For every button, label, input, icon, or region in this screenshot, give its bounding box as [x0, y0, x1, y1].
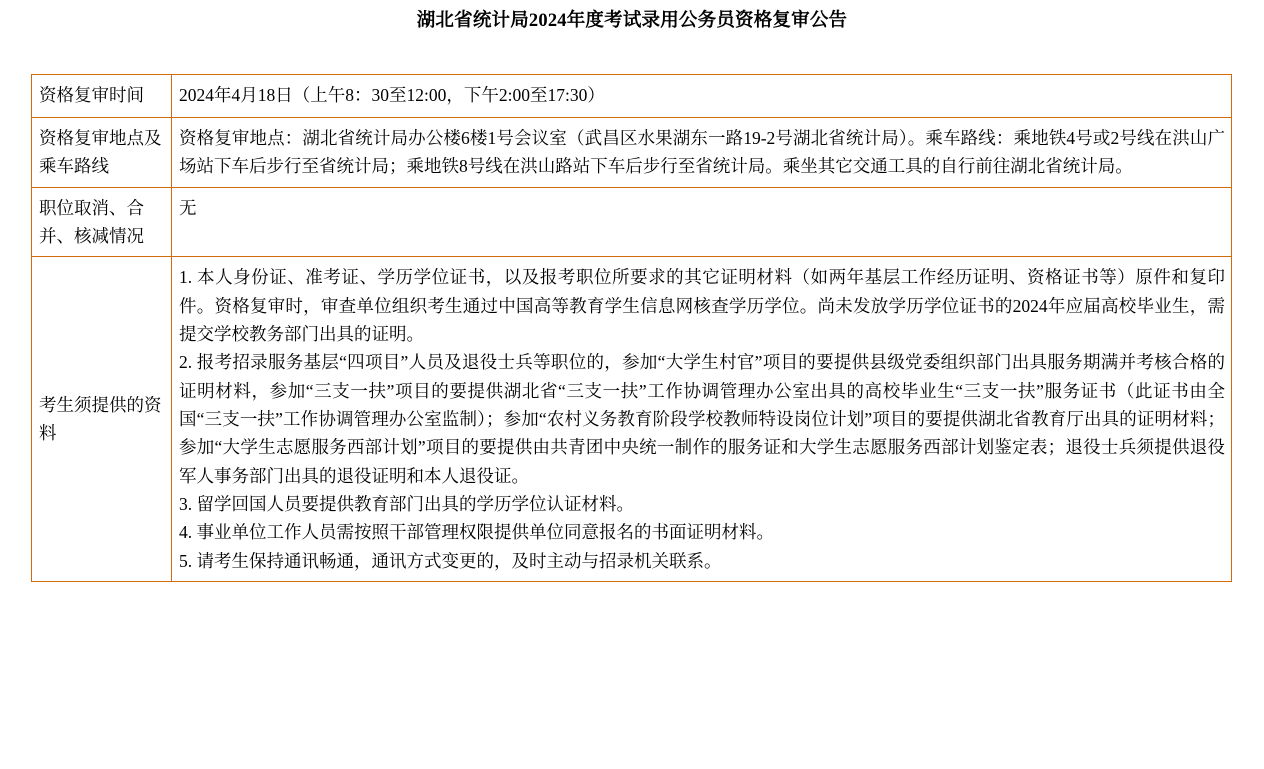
qualification-review-table: [31, 74, 1232, 582]
row-value-review-place: [172, 118, 1232, 188]
page-title: 湖北省统计局2024年度考试录用公务员资格复审公告: [416, 11, 848, 31]
table-row: [32, 187, 1232, 257]
row-value-position-cancel: [172, 187, 1232, 257]
paragraph: 1. 本人身份证、准考证、学历学位证书，以及报考职位所要求的其它证明材料（如两年基层工作经历证明、资格证书等）原件和复印件。资格复审时，审查单位组织考生通过中国高等教育学生信息网核查学历学位。尚未发放学历学位证书的2024年应届高校毕业生，需提交学校教务部门出具的证明。: [179, 267, 1225, 345]
paragraph: 无: [179, 197, 197, 218]
row-label-review-time: 资格复审时间: [32, 75, 172, 118]
paragraph: 4. 事业单位工作人员需按照干部管理权限提供单位同意报名的书面证明材料。: [179, 522, 774, 543]
row-label-position-cancel: 职位取消、合并、核减情况: [32, 187, 172, 257]
paragraph: 3. 留学回国人员要提供教育部门出具的学历学位认证材料。: [179, 494, 634, 515]
table-row: [32, 75, 1232, 118]
row-label-required-materials: 考生须提供的资料: [32, 257, 172, 582]
table-row: [32, 257, 1232, 582]
paragraph: 5. 请考生保持通讯畅通，通讯方式变更的，及时主动与招录机关联系。: [179, 550, 722, 571]
paragraph: 资格复审地点：湖北省统计局办公楼6楼1号会议室（武昌区水果湖东一路19-2号湖北省统计局）。乘车路线：乘地铁4号或2号线在洪山广场站下车后步行至省统计局；乘地铁8号线在洪山路站下车后步行至省统计局。乘坐其它交通工具的自行前往湖北省统计局。: [179, 128, 1225, 177]
row-value-review-time: [172, 75, 1232, 118]
paragraph: 2024年4月18日（上午8：30至12:00，下午2:00至17:30）: [179, 85, 605, 105]
row-value-required-materials: [172, 257, 1232, 582]
row-label-review-place: 资格复审地点及乘车路线: [32, 118, 172, 188]
table-row: [32, 118, 1232, 188]
paragraph: 2. 报考招录服务基层“四项目”人员及退役士兵等职位的，参加“大学生村官”项目的要提供县级党委组织部门出具服务期满并考核合格的证明材料，参加“三支一扶”项目的要提供湖北省“三支一扶”工作协调管理办公室出具的高校毕业生“三支一扶”服务证书（此证书由全国“三支一扶”工作协调管理办公室监制）；参加“农村义务教育阶段学校教师特设岗位计划”项目的要提供湖北省教育厅出具的证明材料；参加“大学生志愿服务西部计划”项目的要提供由共青团中央统一制作的服务证和大学生志愿服务西部计划鉴定表；退役士兵须提供退役军人事务部门出具的退役证明和本人退役证。: [179, 352, 1225, 486]
